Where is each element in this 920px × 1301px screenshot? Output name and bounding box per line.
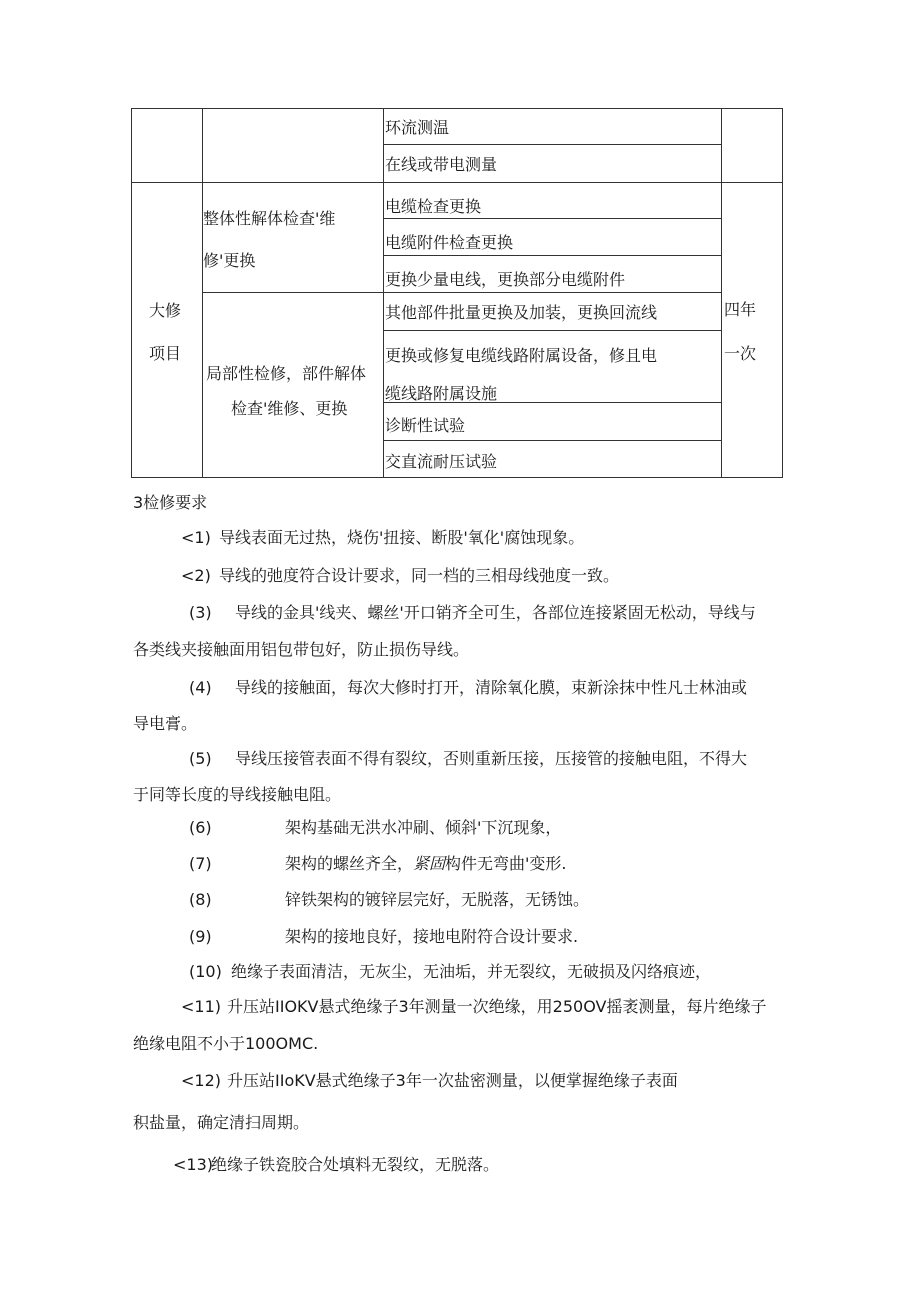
item-number: <11) (181, 997, 222, 1016)
frequency-label: 一次 (724, 344, 757, 363)
table-cell: 更换少量电线，更换部分电缆附件 (385, 270, 626, 289)
table-col-divider-3 (721, 108, 722, 478)
item-continuation: 积盐量，确定清扫周期。 (133, 1113, 310, 1132)
list-item (189, 818, 561, 838)
group-title: 检查'维修、更换 (231, 399, 348, 418)
item-text: 导线的金具'线夹、螺丝'开口销齐全可生，各部位连接紧固无松动，导线与 (235, 603, 756, 622)
item-text: 绝缘子铁瓷胶合处填料无裂纹，无脱落。 (211, 1155, 500, 1174)
item-number: (4) (189, 678, 212, 697)
item-number: (10) (189, 962, 222, 981)
item-number: <2) (181, 566, 211, 585)
section-title: 3检修要求 (133, 493, 208, 512)
list-item (189, 890, 589, 910)
group-title: 修'更换 (203, 251, 256, 270)
item-text: 锌铁架构的镀锌层完好，无脱落，无锈蚀。 (285, 890, 590, 909)
row-divider (383, 330, 722, 331)
category-label: 大修 (149, 301, 182, 320)
item-text: 导线的接触面，每次大修时打开，清除氧化膜，束新涂抹中性凡士林油或 (235, 678, 748, 697)
list-item (181, 566, 619, 586)
list-item (181, 528, 584, 548)
item-text: 架构的螺丝齐全， (285, 854, 414, 873)
table-border-top (131, 108, 783, 109)
item-number: (3) (189, 603, 212, 622)
table-cell: 其他部件批量更换及加装，更换回流线 (385, 303, 658, 322)
item-text: 导线压接管表面不得有裂纹，否则重新压接，压接管的接触电阻，不得大 (235, 749, 748, 768)
table-border-right (782, 108, 783, 478)
row-divider (383, 255, 722, 256)
table-cell: 电缆检查更换 (385, 197, 482, 216)
item-continuation: 各类线夹接触面用铝包带包好，防止损伤导线。 (133, 640, 470, 659)
table-col-divider-1 (202, 108, 203, 478)
list-item (189, 678, 747, 698)
item-number: (5) (189, 749, 212, 768)
item-continuation: 导电膏。 (133, 714, 198, 733)
row-divider (383, 144, 722, 145)
group-title: 局部性检修，部件解体 (206, 364, 367, 383)
item-text: 构件无弯曲'变形. (445, 854, 567, 873)
item-number: (9) (189, 927, 212, 946)
list-item (181, 997, 766, 1017)
table-border-bottom (131, 477, 783, 478)
item-number: <12) (181, 1071, 222, 1090)
table-cell: 交直流耐压试验 (385, 452, 498, 471)
item-number: (7) (189, 854, 212, 873)
list-item (189, 962, 711, 982)
table-cell: 在线或带电测量 (385, 155, 498, 174)
list-item (189, 749, 747, 769)
row-divider (383, 218, 722, 219)
item-text: 升压站IIoKV悬式绝缘子3年一次盐密测量，以便掌握绝缘子表面 (227, 1071, 678, 1090)
item-number: (6) (189, 818, 212, 837)
item-text: 升压站IIOKV悬式绝缘子3年测量一次绝缘，用250OV摇袤测量，每片绝缘子 (227, 997, 767, 1016)
item-text: 导线表面无过热，烧伤'扭接、断股'氧化'腐蚀现象。 (219, 528, 585, 547)
frequency-label: 四年 (724, 300, 757, 319)
table-cell: 电缆附件检查更换 (385, 233, 514, 252)
table-border-left (131, 108, 132, 478)
table-cell: 更换或修复电缆线路附属设备，修且电 (385, 346, 658, 365)
item-text: 绝缘子表面清洁，无灰尘，无油垢，并无裂纹，无破损及闪络痕迹， (231, 962, 712, 981)
item-number: <13) (173, 1155, 214, 1174)
item-text: 架构的接地良好，接地电附符合设计要求. (285, 927, 579, 946)
table-cell: 缆线路附属设施 (385, 384, 498, 402)
item-continuation: 于同等长度的导线接触电阻。 (133, 785, 342, 804)
group-title: 整体性解体检查'维 (203, 209, 336, 228)
item-text: 架构基础无洪水冲刷、倾斜'下沉现象， (285, 818, 562, 837)
item-text-italic: 紧固 (413, 854, 446, 873)
list-item (189, 854, 567, 874)
item-continuation: 绝缘电阻不小于100OMC. (133, 1034, 319, 1053)
table-cell: 环流测温 (385, 118, 450, 137)
item-number: <1) (181, 528, 211, 547)
list-item (189, 603, 756, 623)
group-divider (202, 292, 722, 293)
section-divider (131, 182, 783, 183)
table-cell: 诊断性试验 (385, 416, 466, 435)
row-divider (383, 402, 722, 403)
category-label: 项目 (149, 344, 182, 363)
list-item (181, 1071, 678, 1091)
list-item (173, 1155, 499, 1175)
row-divider (383, 440, 722, 441)
item-text: 导线的弛度符合设计要求，同一档的三相母线弛度一致。 (219, 566, 620, 585)
table-col-divider-2 (383, 108, 384, 478)
list-item (189, 927, 578, 947)
item-number: (8) (189, 890, 212, 909)
